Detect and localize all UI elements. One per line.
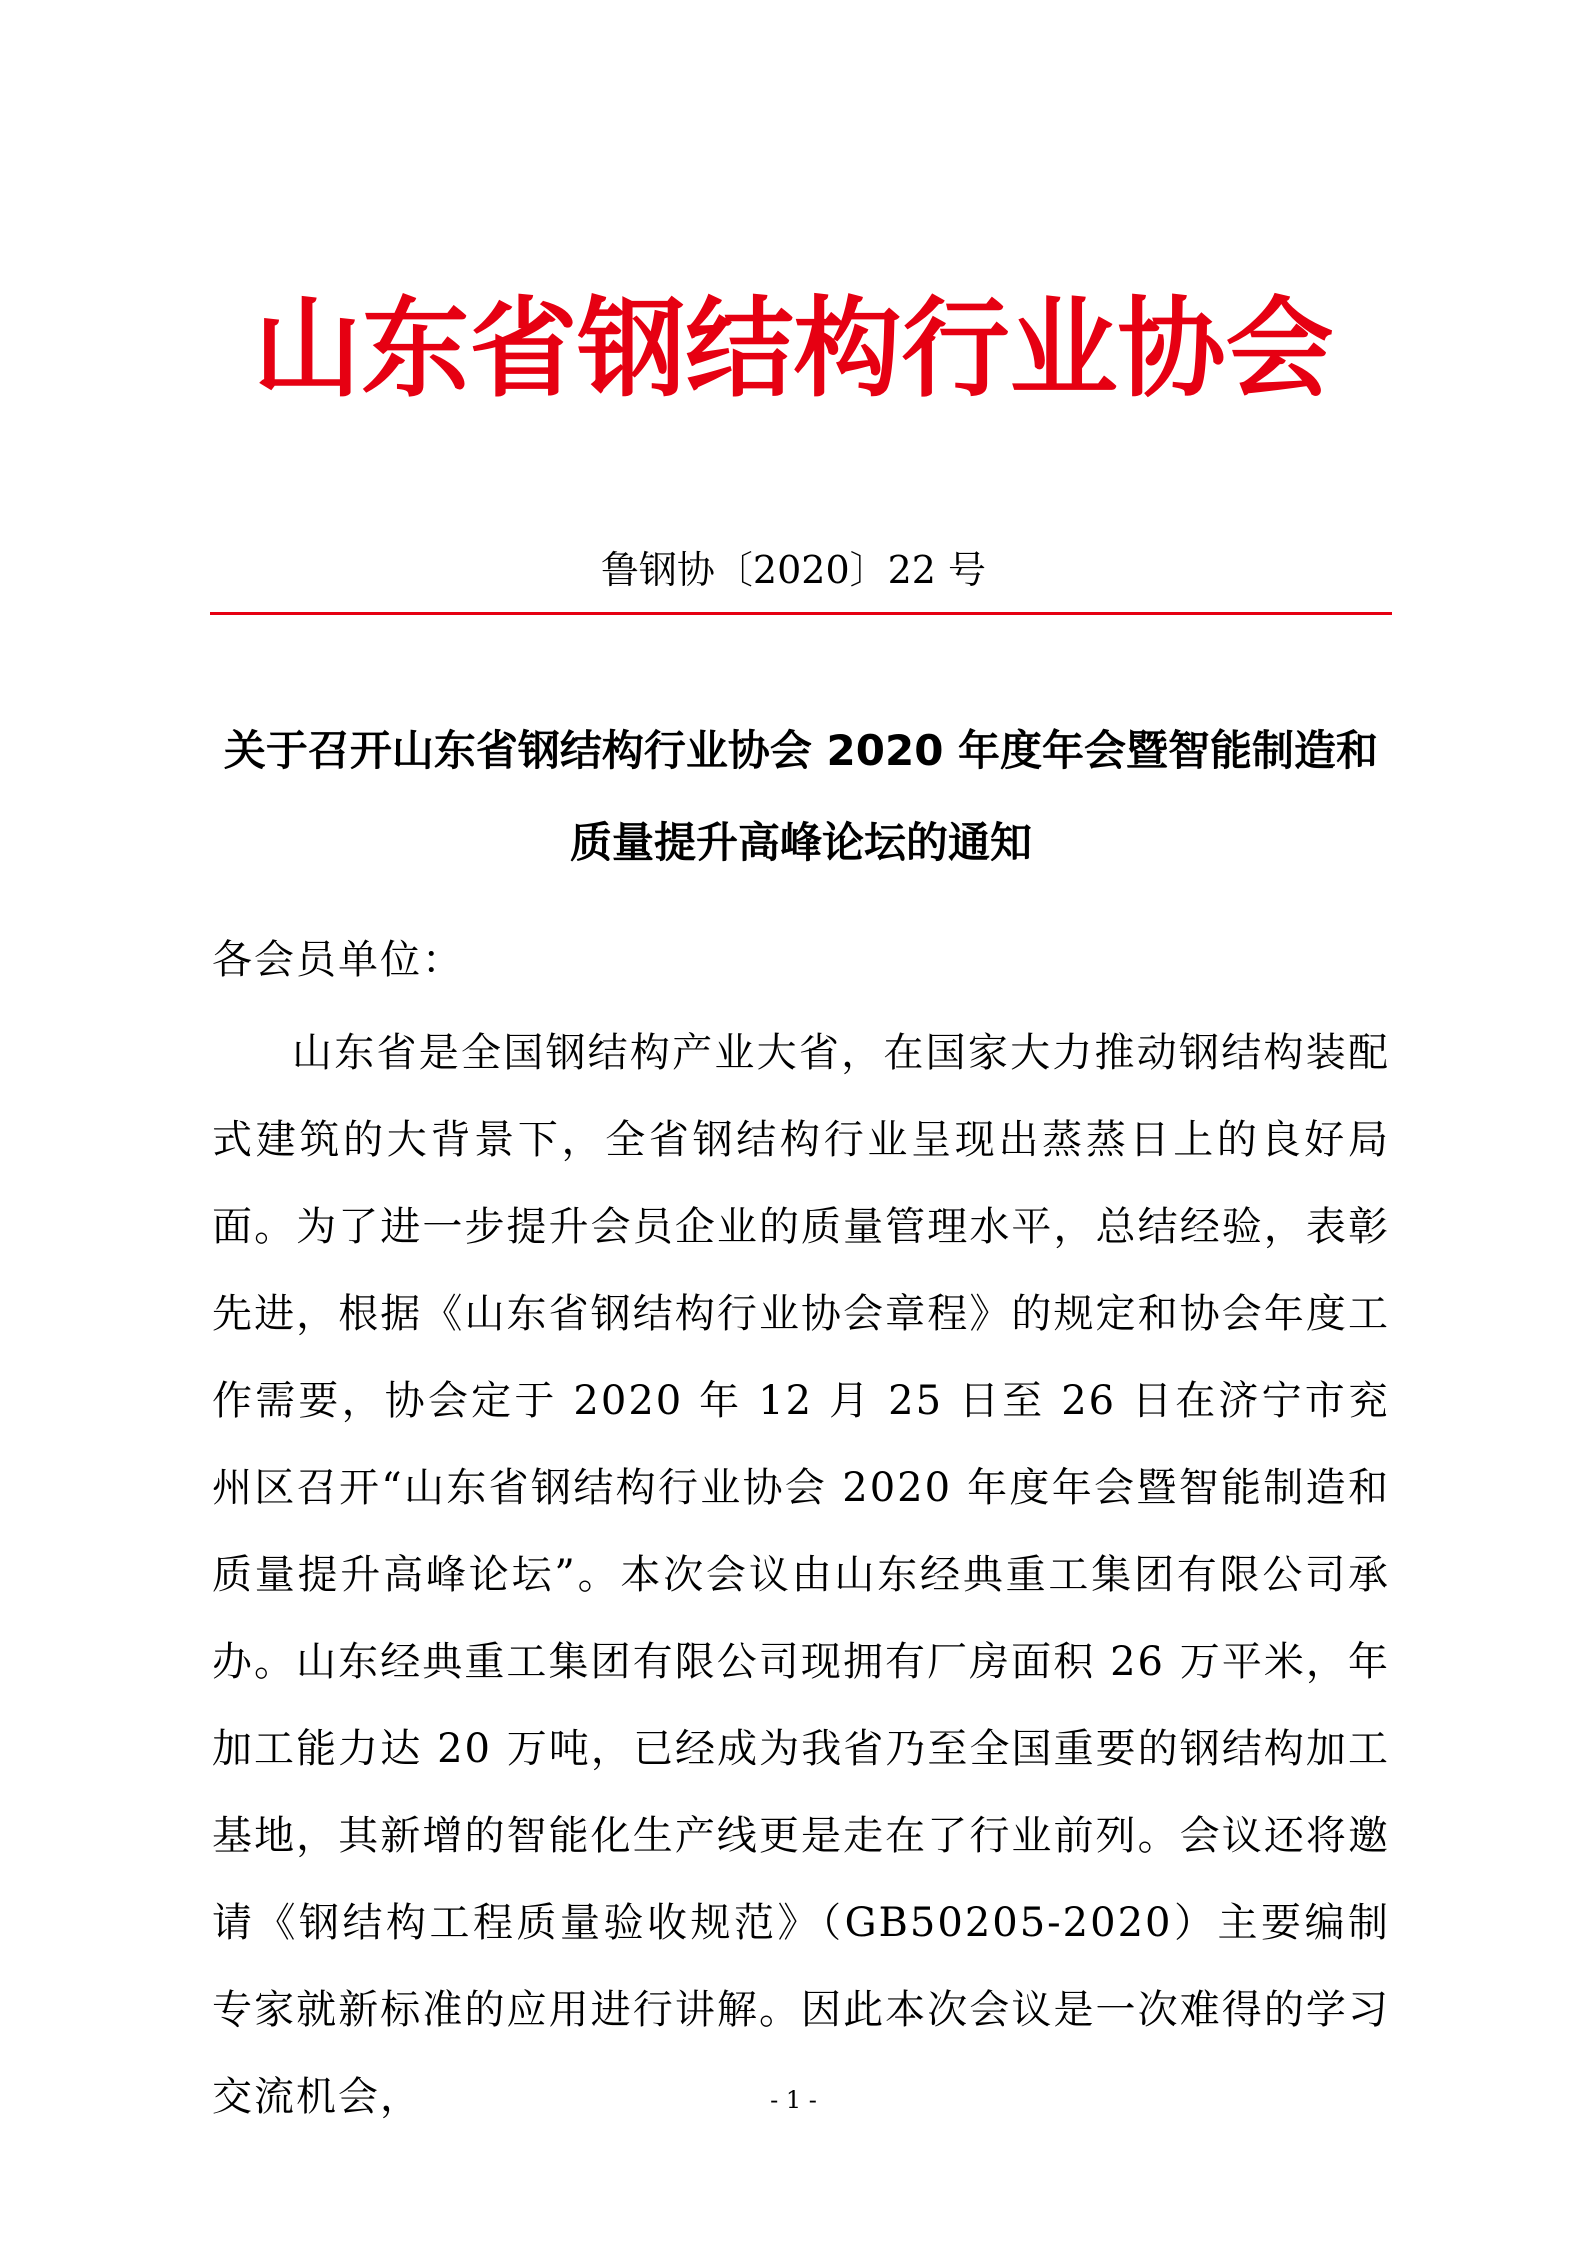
red-divider-line [210, 612, 1392, 615]
salutation: 各会员单位： [212, 937, 464, 983]
organization-header: 山东省钢结构行业协会 [253, 287, 1334, 412]
page-number: - 1 - [770, 2086, 817, 2114]
body-paragraph: 山东省是全国钢结构产业大省，在国家大力推动钢结构装配式建筑的大背景下，全省钢结构行业呈现出蒸蒸日上的良好局面。为了进一步提升会员企业的质量管理水平，总结经验，表彰先进，根据《山东省钢结构行业协会章程》的规定和协会年度工作需要，协会定于 2020 年 12 月 25 日至 26 日在济宁市兖州区召开“山东省钢结构行业协会 2020 年度年会暨智能制造和质量提升高峰论坛”。本次会议由山东经典重工集团有限公司承办。山东经典重工集团有限公司现拥有厂房面积 26 万平米，年加工能力达 20 万吨，已经成为我省乃至全国重要的钢结构加工基地，其新增的智能化生产线更是走在了行业前列。会议还将邀请《钢结构工程质量验收规范》（GB50205-2020）主要编制专家就新标准的应用进行讲解。因此本次会议是一次难得的学习交流机会， [212, 1030, 1390, 2120]
document-number: 鲁钢协〔2020〕22 号 [600, 548, 987, 592]
notice-title: 关于召开山东省钢结构行业协会 2020 年度年会暨智能制造和质量提升高峰论坛的通知 [223, 726, 1379, 867]
